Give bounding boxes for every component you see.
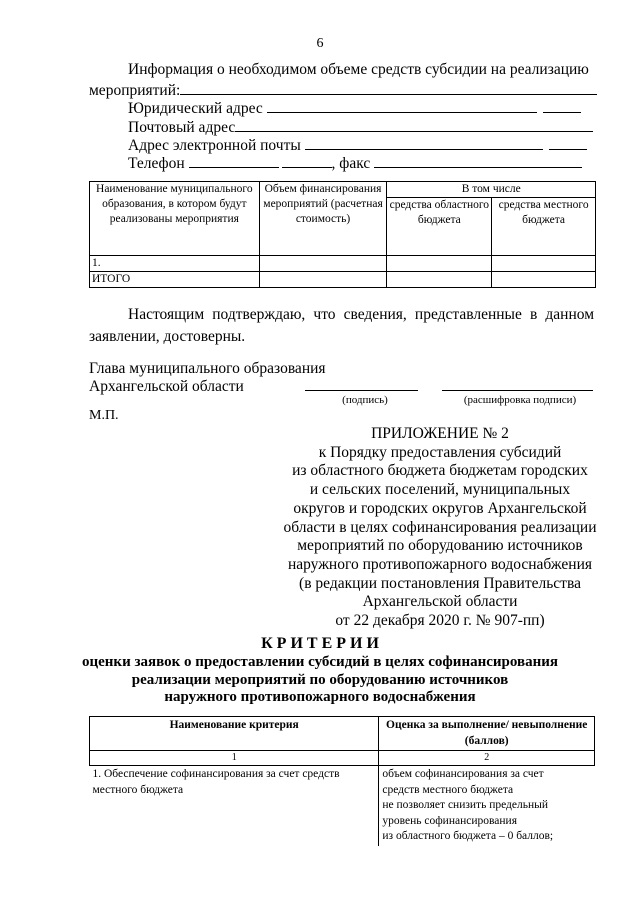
fax-field — [374, 153, 432, 168]
page-number: 6 — [316, 36, 324, 51]
intro-line-1: Информация о необходимом объеме средств субсидии на реализацию — [128, 61, 589, 78]
funding-row-1-cell — [259, 256, 387, 272]
signature-line-2: Архангельской области — [89, 378, 244, 395]
appendix-line: области в целях софинансирования реализации — [283, 518, 597, 536]
funding-col4-header: средства местного бюджета — [492, 198, 596, 256]
intro-line-2 — [89, 80, 597, 100]
stamp-label: М.П. — [89, 408, 119, 423]
criteria-header-col1: Наименование критерия — [90, 717, 379, 751]
appendix-line: мероприятий по оборудованию источников — [297, 537, 583, 555]
signature-line-1: Глава муниципального образования — [89, 360, 326, 377]
funding-col1-header: Наименование муниципального образования, в котором будут реализованы мероприятия — [90, 182, 260, 256]
criteria-num-col2: 2 — [379, 751, 595, 766]
appendix-line: округов и городских округов Архангельской — [293, 499, 587, 517]
signature-caption: (подпись) — [342, 394, 388, 406]
criteria-title: К Р И Т Е Р И И — [261, 635, 379, 652]
confirmation-text: Настоящим подтверждаю, что сведения, представленные в данном заявлении, достоверны. — [89, 306, 594, 345]
criteria-score-line: уровень софинансирования — [382, 814, 517, 827]
funding-group-header: В том числе — [387, 182, 596, 198]
criteria-subtitle-line: оценки заявок о предоставлении субсидий в целях софинансирования — [81, 654, 558, 670]
legal-address-row — [128, 98, 581, 118]
postal-address-label: Почтовый адрес — [128, 119, 236, 136]
funding-total-label: ИТОГО — [90, 272, 260, 288]
criteria-row-1-score — [379, 766, 595, 846]
decode-line — [442, 390, 593, 391]
appendix-line: из областного бюджета бюджетам городских — [292, 462, 588, 480]
criteria-row-1-criterion: 1. Обеспечение софинансирования за счет средств местного бюджета — [90, 766, 379, 846]
criteria-subtitle-line: реализации мероприятий по оборудованию источников — [131, 671, 509, 688]
appendix-line: (в редакции постановления Правительства — [299, 574, 581, 592]
email-row — [128, 135, 587, 155]
email-field-2 — [549, 135, 587, 150]
criteria-score-line: из областного бюджета – 0 баллов; — [382, 830, 554, 842]
criteria-table — [89, 716, 595, 846]
phone-label: Телефон — [128, 155, 185, 172]
criteria-subtitle-line: наружного противопожарного водоснабжения — [164, 689, 476, 705]
funding-total-cell — [387, 272, 492, 288]
signature-line — [305, 390, 418, 391]
funding-total-cell — [492, 272, 596, 288]
legal-address-field — [267, 98, 537, 113]
legal-address-field-2 — [543, 98, 581, 113]
appendix-line: и сельских поселений, муниципальных — [309, 481, 571, 499]
funding-table — [89, 181, 596, 288]
appendix-line: наружного противопожарного водоснабжения — [287, 555, 593, 573]
email-label: Адрес электронной почты — [128, 137, 301, 154]
criteria-header-col2: Оценка за выполнение/ невыполнение (баллов) — [379, 717, 595, 751]
appendix-line: Архангельской области — [362, 593, 518, 611]
postal-address-row — [128, 117, 593, 137]
appendix-block — [270, 425, 610, 631]
criteria-score-line: не позволяет снизить предельный — [382, 799, 549, 811]
phone-field — [189, 153, 279, 168]
criteria-score-line: объем софинансирования за счет — [382, 768, 544, 780]
postal-address-field — [235, 117, 593, 132]
criteria-num-col1: 1 — [90, 751, 379, 766]
phone-fax-row — [128, 153, 582, 173]
criteria-subtitle — [80, 654, 560, 707]
funding-total-cell — [259, 272, 387, 288]
funding-row-1-cell — [492, 256, 596, 272]
email-field — [305, 135, 543, 150]
decode-caption: (расшифровка подписи) — [463, 394, 577, 406]
legal-address-label: Юридический адрес — [128, 100, 263, 117]
funding-row-1-label: 1. — [90, 256, 260, 272]
appendix-title: ПРИЛОЖЕНИЕ № 2 — [371, 425, 509, 442]
appendix-line: к Порядку предоставления субсидий — [318, 443, 562, 461]
fax-field-2 — [432, 153, 582, 168]
funding-row-1-cell — [387, 256, 492, 272]
criteria-score-line: средств местного бюджета — [382, 783, 514, 796]
intro-line-2-text: мероприятий: — [89, 82, 181, 99]
funding-col2-header: Объем финансирования мероприятий (расчетная стоимость) — [259, 182, 387, 256]
funding-col3-header: средства областного бюджета — [387, 198, 492, 256]
intro-blank-line — [180, 80, 597, 95]
phone-field-2 — [282, 153, 332, 168]
appendix-line: от 22 декабря 2020 г. № 907-пп) — [335, 612, 545, 630]
fax-label: , факс — [331, 155, 371, 172]
